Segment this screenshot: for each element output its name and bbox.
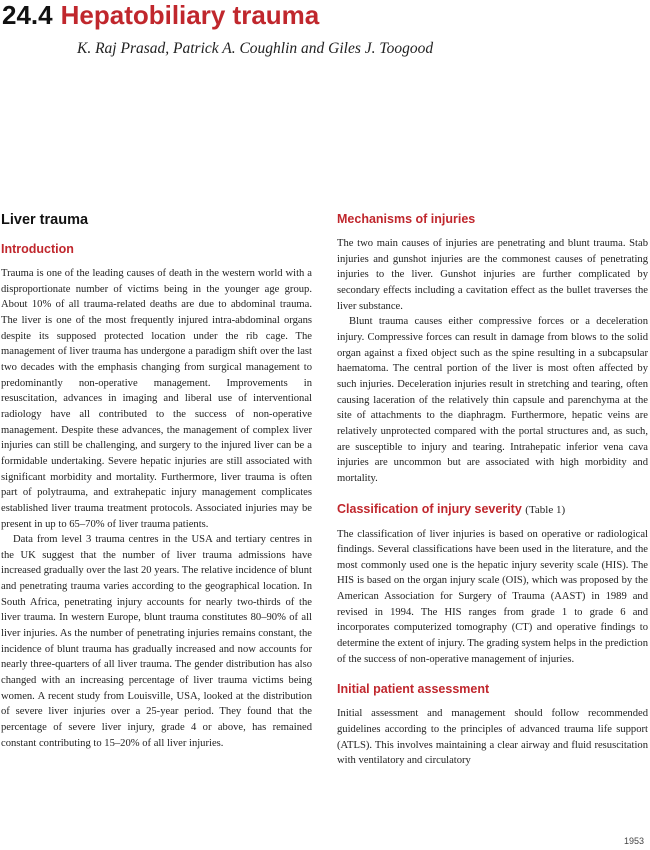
right-column [337,208,648,769]
mechanisms-paragraph-1: The two main causes of injuries are penetrating and blunt trauma. Stab injuries and gunshot injuries are the commonest causes of penetrating injuries to the liver. Gunshot injuries are further complicated by secondary effects including a cavitation effect as the bullet traverses the liver substance. [337,238,648,312]
classification-heading-text: Classification of injury severity [337,501,522,516]
chapter-heading [2,0,319,30]
chapter-title: Hepatobiliary trauma [60,0,320,30]
mechanisms-heading: Mechanisms of injuries [337,212,476,226]
authors: K. Raj Prasad, Patrick A. Coughlin and Giles J. Toogood [77,40,434,57]
part-title: Liver trauma [1,212,89,228]
initial-assessment-paragraph-1: Initial assessment and management should follow recommended guidelines according to the principles of advanced trauma life support (ATLS). This involves maintaining a clear airway and fluid resuscitation with ventilatory and circulatory [337,708,648,767]
left-column [1,208,312,751]
introduction-paragraph-1: Trauma is one of the leading causes of death in the western world with a disproportionate number of victims being in the younger age group. About 10% of all trauma-related deaths are due to abdominal trauma. The liver is one of the most frequently injured intra-abdominal organs despite its supposed protected location under the rib cage. The management of liver trauma has undergone a paradigm shift over the last two decades with the emphasis changing from surgical management to predominantly non-operative management. Improvements in resuscitation, advances in imaging and liberal use of interventional radiology have all contributed to the success of non-operative management. Despite these advances, the management of complex liver injuries can still be challenging, and surgery to the injured liver can be a formidable undertaking. Severe hepatic injuries are still associated with significant morbidity and mortality. Furthermore, liver trauma is often part of polytrauma, and extrahepatic injury management complicates established liver trauma treatment protocols. Associated injuries may be present in up to 65–70% of liver trauma patients. [1,268,312,530]
chapter-number: 24.4 [2,0,53,30]
introduction-paragraph-2: Data from level 3 trauma centres in the USA and tertiary centres in the UK suggest that the number of liver trauma admissions have increased gradually over the last 20 years. The relative incidence of blunt and penetrating trauma varies according to the geographical location. In South Africa, penetrating injury accounts for nearly two-thirds of the liver trauma. In western Europe, blunt trauma constitutes 80–90% of all liver injuries. As the number of penetrating injuries remains constant, the incidence of blunt trauma has gradually increased and now accounts for nearly three-quarters of all liver trauma. The gender distribution has also changed with an increasing percentage of liver trauma victims being women. A recent study from Louisville, USA, looked at the distribution of severe liver injuries over a 25-year period. They found that the percentage of severe liver injury, grade 4 or above, has remained constant contributing to 15–20% of all liver injuries. [1,534,312,749]
initial-assessment-heading: Initial patient assessment [337,682,490,697]
mechanisms-paragraph-2: Blunt trauma causes either compressive forces or a deceleration injury. Compressive forces can result in damage from blows to the solid organ against a fixed object such as the spine resulting in a subcapsular haematoma. The central portion of the liver is most often affected by such injuries. Deceleration injuries result in stretching and tearing, often causing laceration of the relatively thin capsule and parenchyma at the site of attachments to the diaphragm. Furthermore, hepatic veins are relatively unprotected compared with the portal structures and, as such, are susceptible to injury and tearing. Intrahepatic inferior vena cava injuries are uncommon but are associated with high morbidity and mortality. [337,316,648,484]
classification-paragraph-1: The classification of liver injuries is based on operative or radiological findings. Several classifications have been used in the literature, and the most commonly used one is the hepatic injury severity scale (HIS). The HIS is based on the organ injury scale (OIS), which was proposed by the American Association for Surgery of Trauma (AAST) in 1989 and revised in 1994. The HIS ranges from grade 1 to grade 6 and incorporates computerized tomography (CT) and operative findings to determine the extent of injury. The grading system helps in the prediction of the success of non-operative management of injuries. [337,528,648,665]
table-reference: (Table 1) [525,503,566,516]
introduction-heading: Introduction [1,242,74,256]
page-number: 1953 [623,836,644,846]
classification-heading [337,501,648,519]
